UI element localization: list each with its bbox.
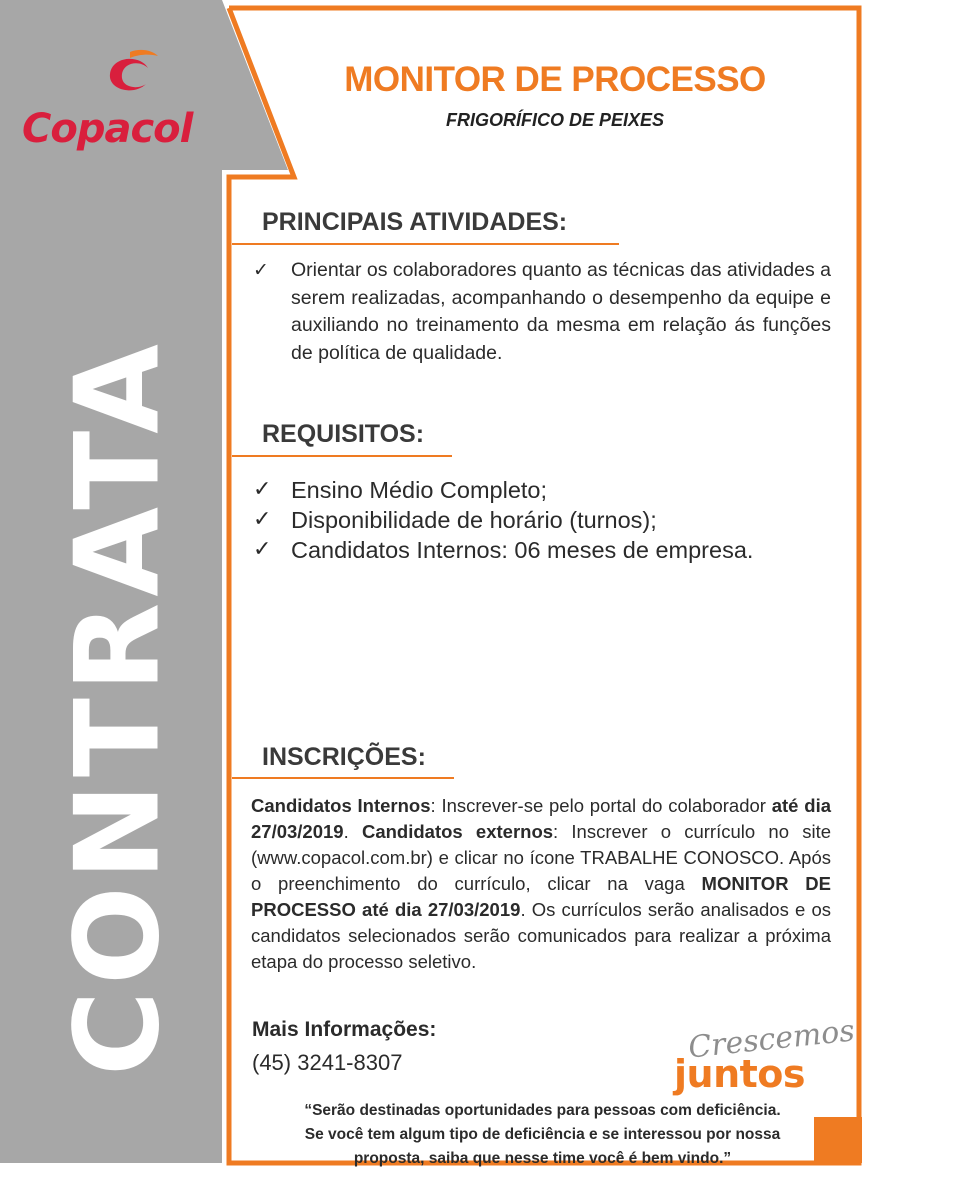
job-title: MONITOR DE PROCESSO (344, 60, 766, 99)
notice-line: proposta, saiba que nesse time você é bem vindo.” (353, 1150, 732, 1167)
requirements-list (253, 475, 853, 565)
job-subtitle: FRIGORÍFICO DE PEIXES (445, 110, 665, 130)
check-icon: ✓ (253, 537, 272, 562)
list-item (253, 475, 853, 505)
contrata-vertical-word: CONTRATA (50, 338, 186, 1076)
more-info-label: Mais Informações: (252, 1018, 437, 1041)
activities-heading: PRINCIPAIS ATIVIDADES: (262, 208, 568, 236)
external-candidates-label: Candidatos externos (361, 821, 554, 842)
list-item (253, 535, 853, 565)
deadline-external: MONITOR DE PROCESSO até dia 27/03/2019 (251, 873, 832, 920)
internal-candidates-label: Candidatos Internos (251, 795, 431, 816)
registration-text (251, 793, 831, 975)
registration-underline (232, 777, 454, 779)
list-item (253, 257, 831, 367)
requirement-text: Ensino Médio Completo; (291, 477, 548, 503)
registration-heading: INSCRIÇÕES: (262, 743, 426, 771)
notice-line: Se você tem algum tipo de deficiência e se interessou por nossa (304, 1126, 781, 1143)
requirement-text: Disponibilidade de horário (turnos); (291, 507, 657, 533)
deadline-internal: até dia 27/03/2019 (251, 795, 831, 842)
orange-outline (229, 8, 859, 1163)
requirements-heading: REQUISITOS: (262, 420, 425, 448)
brand-name: Copacol (22, 106, 193, 152)
requirement-text: Candidatos Internos: 06 meses de empresa. (291, 537, 754, 563)
orange-corner-block (814, 1117, 862, 1163)
copacol-logo (22, 48, 222, 168)
registration-text-part: . Os currículos serão analisados e os candidatos selecionados serão comunicados para realizar a próxima etapa do processo seletivo. (251, 899, 831, 972)
check-icon: ✓ (253, 507, 272, 532)
slogan-crescemos: Crescemos (686, 1013, 857, 1066)
activities-list (253, 257, 831, 367)
copacol-swoosh-icon (100, 48, 160, 100)
check-icon: ✓ (253, 259, 269, 281)
list-item (253, 505, 853, 535)
activity-text: Orientar os colaboradores quanto as técnicas das atividades a serem realizadas, acompanhando o desempenho da equipe e auxiliando no treinamento da mesma em relação ás funções de política de qualidade. (291, 259, 831, 364)
requirements-underline (232, 455, 452, 457)
registration-text-part: : Inscrever-se pelo portal do colaborador (430, 795, 772, 816)
registration-text-part: . (343, 821, 362, 842)
phone-number: (45) 3241-8307 (252, 1050, 403, 1075)
slogan-juntos: juntos (674, 1052, 806, 1096)
check-icon: ✓ (253, 477, 272, 502)
registration-text-part: : Inscrever o currículo no site (www.copacol.com.br) e clicar no ícone TRABALHE CONOSCO. Após o preenchimento do currículo, clicar na vaga (251, 821, 831, 894)
notice-line: “Serão destinadas oportunidades para pessoas com deficiência. (304, 1102, 781, 1119)
activities-underline (232, 243, 619, 245)
disability-notice (270, 1099, 815, 1171)
